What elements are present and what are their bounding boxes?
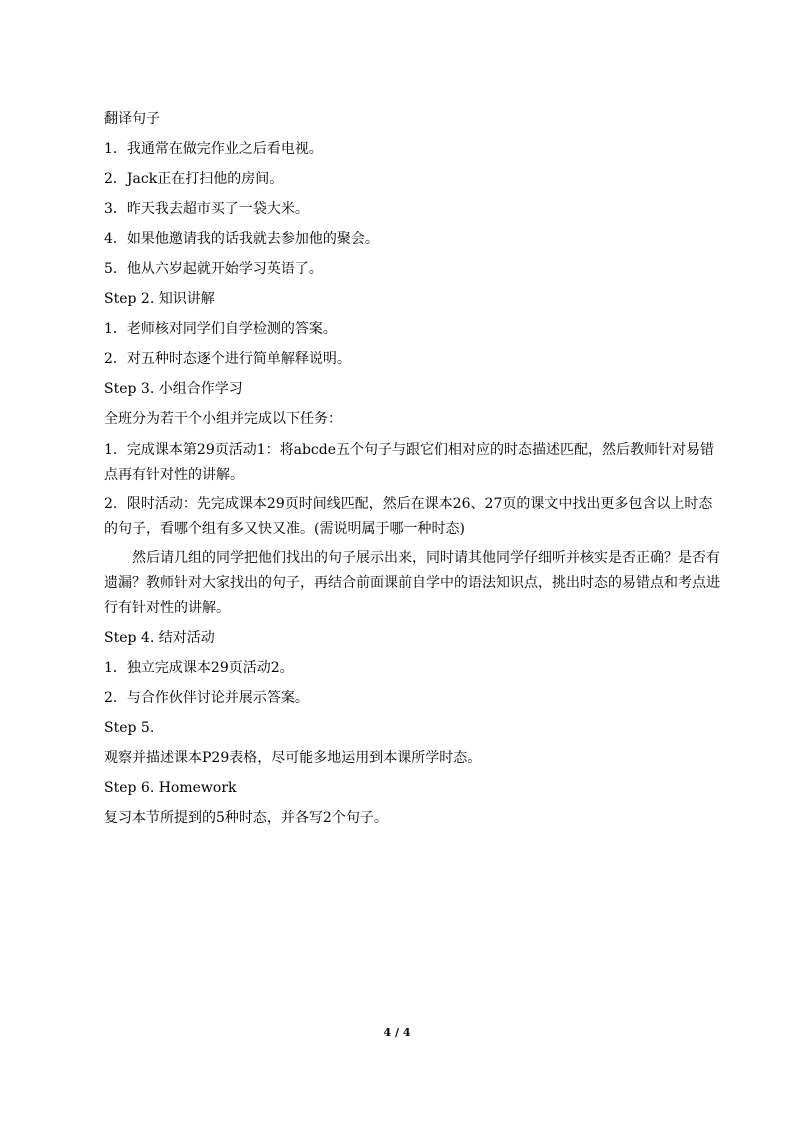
step3-item-1: 1．完成课本第29页活动1：将abcde五个句子与跟它们相对应的时态描述匹配，然后教师针对易错点再有针对性的讲解。 (104, 442, 715, 483)
step6-title: Step 6. Homework (104, 780, 237, 796)
step2-item-1: 1．老师核对同学们自学检测的答案。 (104, 321, 337, 337)
translate-item-4: 4．如果他邀请我的话我就去参加他的聚会。 (104, 231, 379, 247)
translate-item-1: 1．我通常在做完作业之后看电视。 (104, 141, 323, 157)
step3-title: Step 3. 小组合作学习 (104, 381, 243, 397)
document-body (104, 104, 720, 833)
step3-paragraph: 然后请几组的同学把他们找出的句子展示出来，同时请其他同学仔细听并核实是否正确？是否有遗漏？教师针对大家找出的句子，再结合前面课前自学中的语法知识点，挑出时态的易错点和考点进行有针对性的讲解。 (104, 550, 720, 616)
translate-item-2: 2．Jack正在打扫他的房间。 (104, 171, 284, 187)
step6-text: 复习本节所提到的5种时态，并各写2个句子。 (104, 810, 388, 826)
step4-title: Step 4. 结对活动 (104, 630, 215, 646)
step5-title: Step 5. (104, 720, 155, 736)
step2-title: Step 2. 知识讲解 (104, 291, 215, 307)
step4-item-2: 2．与合作伙伴讨论并展示答案。 (104, 690, 309, 706)
step4-item-1: 1．独立完成课本29页活动2。 (104, 660, 294, 676)
step2-item-2: 2．对五种时态逐个进行简单解释说明。 (104, 351, 351, 367)
step5-text: 观察并描述课本P29表格，尽可能多地运用到本课所学时态。 (104, 750, 482, 766)
translate-item-5: 5．他从六岁起就开始学习英语了。 (104, 261, 323, 277)
page-number: 4 / 4 (383, 1026, 411, 1039)
step3-intro: 全班分为若干个小组并完成以下任务： (104, 411, 342, 427)
step3-item-2: 2．限时活动：先完成课本29页时间线匹配，然后在课本26、27页的课文中找出更多包含以上时态的句子，看哪个组有多又快又准。(需说明属于哪一种时态) (104, 496, 713, 537)
translate-item-3: 3．昨天我去超市买了一袋大米。 (104, 201, 309, 217)
section-title: 翻译句子 (104, 111, 160, 127)
